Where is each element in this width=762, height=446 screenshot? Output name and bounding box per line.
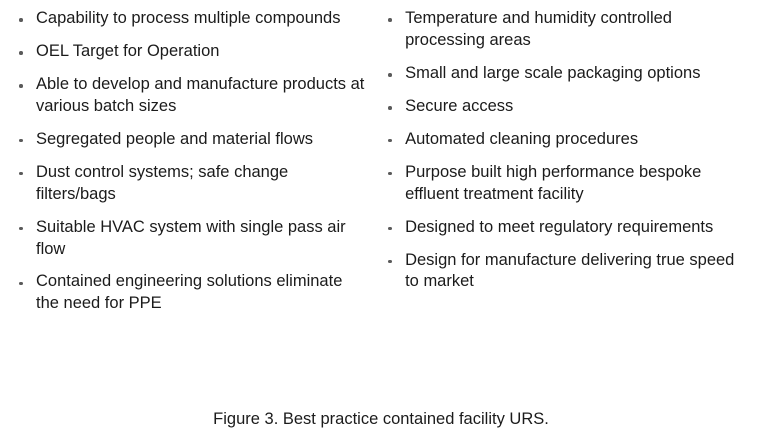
bullet-dot-icon bbox=[19, 227, 23, 231]
list-item-label: Design for manufacture delivering true speed to market bbox=[405, 250, 735, 291]
list-item bbox=[10, 8, 369, 30]
bullet-dot-icon bbox=[19, 18, 23, 22]
list-item-label: Suitable HVAC system with single pass air flow bbox=[36, 217, 346, 258]
bullet-dot-icon bbox=[388, 227, 392, 231]
list-item-label: Temperature and humidity controlled processing areas bbox=[405, 9, 672, 49]
list-item-label: Purpose built high performance bespoke effluent treatment facility bbox=[405, 162, 702, 203]
bullet-dot-icon bbox=[388, 106, 392, 110]
bullet-dot-icon bbox=[19, 139, 23, 143]
list-item bbox=[379, 63, 752, 85]
list-item bbox=[379, 96, 752, 118]
list-item bbox=[379, 8, 752, 52]
bullet-dot-icon bbox=[19, 172, 23, 176]
list-item-label: Automated cleaning procedures bbox=[405, 129, 639, 148]
list-item-label: Designed to meet regulatory requirements bbox=[405, 217, 714, 236]
bullet-dot-icon bbox=[388, 139, 392, 143]
list-item bbox=[10, 162, 369, 206]
figure-caption: Figure 3. Best practice contained facility URS. bbox=[213, 409, 549, 428]
list-item bbox=[379, 250, 752, 294]
left-bullet-list bbox=[10, 8, 369, 315]
list-item bbox=[10, 217, 369, 261]
bullet-dot-icon bbox=[388, 172, 392, 176]
list-item bbox=[10, 129, 369, 151]
list-item-label: Small and large scale packaging options bbox=[405, 63, 701, 82]
list-item-label: Able to develop and manufacture products at various batch sizes bbox=[36, 74, 365, 115]
bullet-dot-icon bbox=[388, 18, 392, 22]
list-item bbox=[379, 162, 752, 206]
list-item-label: Secure access bbox=[405, 96, 514, 115]
bullet-dot-icon bbox=[19, 84, 23, 88]
list-item bbox=[10, 74, 369, 118]
left-column bbox=[10, 8, 377, 326]
list-item-label: Segregated people and material flows bbox=[36, 129, 314, 148]
bullet-dot-icon bbox=[388, 260, 392, 264]
list-item bbox=[10, 271, 369, 315]
list-item-label: Contained engineering solutions eliminate the need for PPE bbox=[36, 272, 343, 313]
list-item bbox=[379, 217, 752, 239]
right-bullet-list bbox=[379, 8, 752, 293]
list-item bbox=[10, 41, 369, 63]
right-column bbox=[377, 8, 752, 304]
list-item-label: Capability to process multiple compounds bbox=[36, 9, 341, 27]
bullet-dot-icon bbox=[388, 73, 392, 77]
bullet-dot-icon bbox=[19, 282, 23, 286]
bullet-dot-icon bbox=[19, 51, 23, 55]
list-item-label: OEL Target for Operation bbox=[36, 41, 220, 60]
list-item-label: Dust control systems; safe change filters/bags bbox=[36, 162, 289, 203]
list-item bbox=[379, 129, 752, 151]
